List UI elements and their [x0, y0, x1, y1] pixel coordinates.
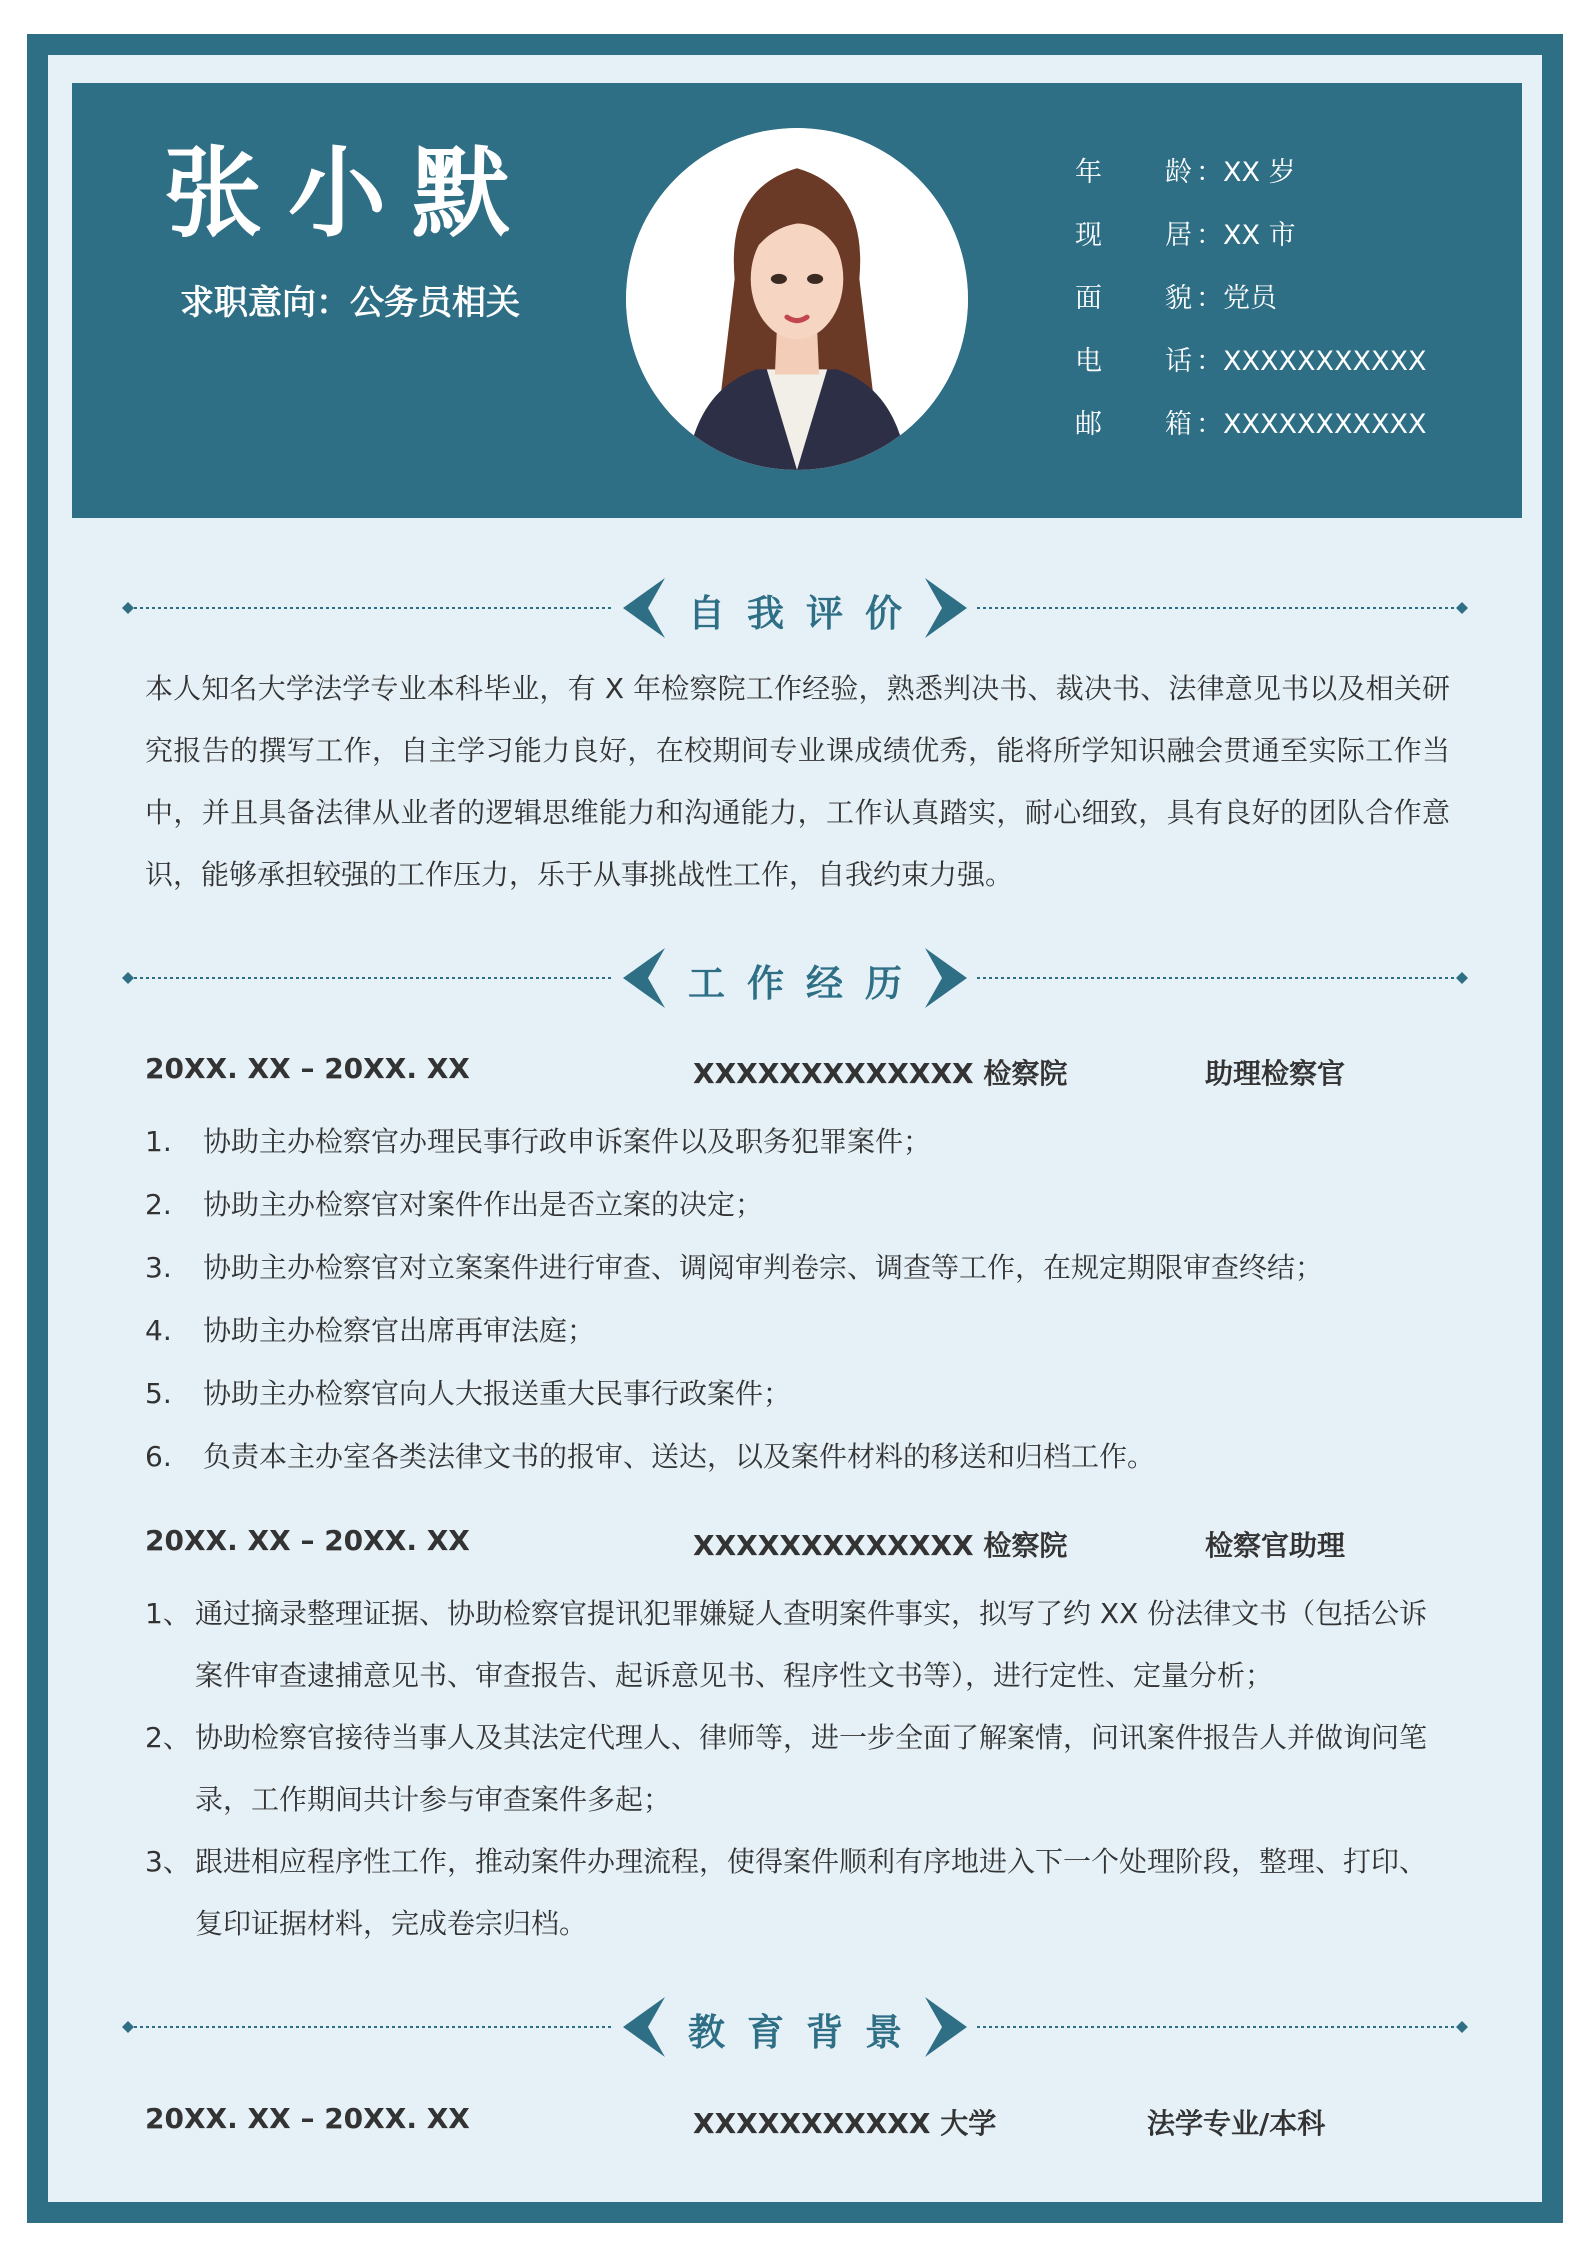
list-item: 6. 负责本主办室各类法律文书的报审、送达，以及案件材料的移送和归档工作。 [145, 1440, 1156, 1473]
job-org: XXXXXXXXXXXXX 检察院 [693, 1057, 1068, 1090]
personal-info [1075, 150, 1426, 465]
job-period: 20XX. XX – 20XX. XX [145, 1524, 470, 1557]
info-email: 邮箱 ：XXXXXXXXXXX [1075, 409, 1427, 440]
list-item: 1. 协助主办检察官办理民事行政申诉案件以及职务犯罪案件； [145, 1125, 932, 1158]
education-row [145, 2102, 1450, 2142]
info-age: 年龄 ：XX 岁 [1075, 157, 1296, 188]
job-role: 助理检察官 [1205, 1057, 1346, 1090]
job-period: 20XX. XX – 20XX. XX [145, 1052, 470, 1085]
section-title: 工作经历 [688, 962, 924, 1005]
section-title: 自我评价 [688, 592, 924, 635]
list-item: 3. 协助主办检察官对立案案件进行审查、调阅审判卷宗、调查等工作，在规定期限审查终结； [145, 1251, 1324, 1284]
list-item: 4. 协助主办检察官出席再审法庭； [145, 1314, 596, 1347]
education-major: 法学专业/本科 [1147, 2107, 1326, 2140]
list-item: 2、 协助检察官接待当事人及其法定代理人、律师等，进一步全面了解案情，问讯案件报告人并做询问笔录，工作期间共计参与审查案件多起； [145, 1721, 1428, 1816]
candidate-name: 张小默 [163, 136, 536, 251]
section-title: 教育背景 [688, 2011, 924, 2054]
avatar [626, 128, 968, 470]
list-item: 3、 跟进相应程序性工作，推动案件办理流程，使得案件顺利有序地进入下一个处理阶段，整理、打印、复印证据材料，完成卷宗归档。 [145, 1845, 1428, 1940]
education-school: XXXXXXXXXXX 大学 [693, 2107, 997, 2140]
job-role: 检察官助理 [1205, 1529, 1346, 1562]
info-phone: 电话 ：XXXXXXXXXXX [1075, 346, 1427, 377]
list-item: 5. 协助主办检察官向人大报送重大民事行政案件； [145, 1377, 792, 1410]
list-item: 1、 通过摘录整理证据、协助检察官提讯犯罪嫌疑人查明案件事实，拟写了约 XX 份法律文书（包括公诉案件审查逮捕意见书、审查报告、起诉意见书、程序性文书等），进行定性、定量分析； [145, 1597, 1428, 1692]
info-residence: 现居 ：XX 市 [1075, 220, 1296, 251]
job-header-1 [145, 1052, 1450, 1092]
info-political-status: 面貌 ：党员 [1075, 283, 1277, 314]
self-eval-text: 本人知名大学法学专业本科毕业，有 X 年检察院工作经验，熟悉判决书、裁决书、法律意见书以及相关研究报告的撰写工作，自主学习能力良好，在校期间专业课成绩优秀，能将所学知识融会贯通至实际工作当中，并且具备法律从业者的逻辑思维能力和沟通能力，工作认真踏实，耐心细致，具有良好的团队合作意识，能够承担较强的工作压力，乐于从事挑战性工作，自我约束力强。 [145, 672, 1450, 891]
job-duties-1 [145, 1110, 1450, 1488]
section-header-self-eval [120, 573, 1470, 643]
section-header-work [120, 943, 1470, 1013]
education-period: 20XX. XX – 20XX. XX [145, 2102, 470, 2135]
list-item: 2. 协助主办检察官对案件作出是否立案的决定； [145, 1188, 764, 1221]
job-org: XXXXXXXXXXXXX 检察院 [693, 1529, 1068, 1562]
portrait-illustration [626, 128, 968, 470]
job-intent: 求职意向：公务员相关 [180, 283, 520, 323]
job-duties-2 [145, 1583, 1450, 1955]
job-header-2 [145, 1524, 1450, 1564]
section-header-education [120, 1992, 1470, 2062]
